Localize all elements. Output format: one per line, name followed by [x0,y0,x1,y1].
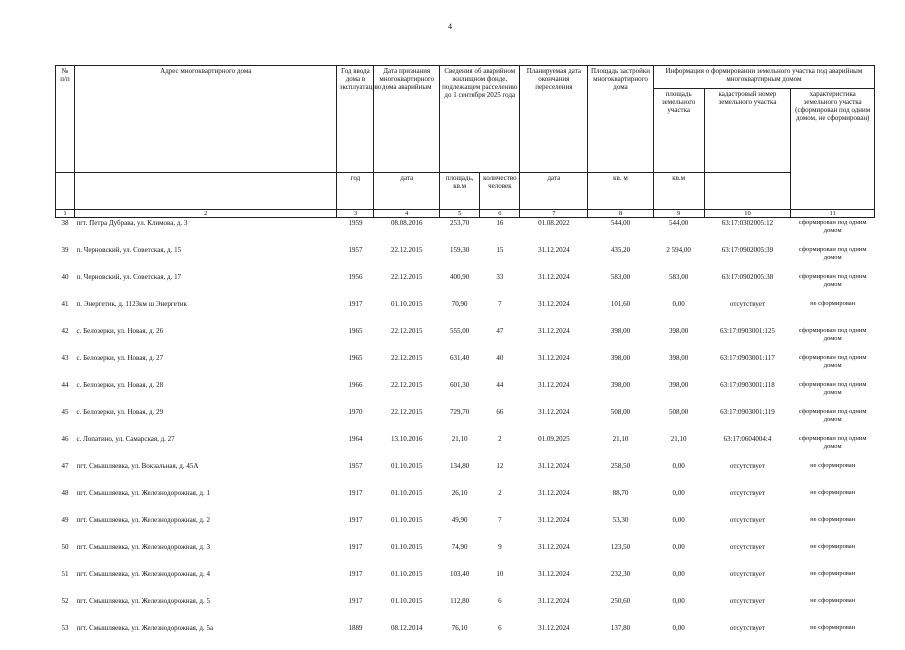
row-year: 1917 [348,597,363,606]
row-characteristic: сформирован под одним домом [798,354,867,369]
column-number: 7 [520,210,588,218]
row-address: с. Белозерки, ул. Новая, д. 27 [76,354,164,363]
row-people: 2 [498,435,502,444]
column-number: 10 [704,210,791,218]
row-building-area: 21,10 [612,435,629,444]
row-address: пгт. Смышляевка, ул. Железнодорожная, д. 3 [76,543,210,552]
header-planned-date: Планируемая дата окончания переселения [520,66,588,173]
row-cadastral-number: 63:17:0903001:125 [720,327,775,336]
row-characteristic: сформирован под одним домом [798,435,867,450]
row-people: 12 [496,462,504,471]
row-building-area: 123,50 [610,543,631,552]
row-land-area: 0,00 [672,570,685,579]
row-recognition-date: 01.10.2015 [391,516,423,525]
row-land-area: 398,00 [669,381,689,390]
row-address: пгт. Смышляевка, ул. Железнодорожная, д. 5 [76,597,210,606]
row-recognition-date: 01.10.2015 [391,570,423,579]
row-land-area: 0,00 [672,543,685,552]
table-row [56,353,875,380]
row-building-area: 232,30 [610,570,631,579]
unit-area: площадь, кв.м [440,173,480,210]
row-characteristic: сформирован под одним домом [798,327,867,342]
row-area: 729,70 [450,408,470,417]
row-building-area: 398,00 [610,327,631,336]
row-number: 46 [61,435,69,444]
column-number: 1 [56,210,75,218]
row-characteristic: сформирован под одним домом [798,246,867,261]
table-row [56,569,875,596]
row-land-area: 0,00 [672,516,685,525]
row-number: 38 [61,219,69,228]
row-building-area: 53,30 [612,516,629,525]
row-year: 1917 [348,489,363,498]
row-year: 1970 [348,408,363,417]
row-address: п. Энергетик, д. 1123км ш Энергетик [76,300,187,309]
row-land-area: 544,00 [669,219,689,228]
row-area: 21,10 [451,435,468,444]
row-number: 43 [61,354,69,363]
row-area: 26,10 [451,489,468,498]
row-year: 1957 [348,462,363,471]
row-address: пгт. Смышляевка, ул. Вокзальная, д. 45А [76,462,199,471]
row-area: 112,80 [450,597,470,606]
row-cadastral-number: отсутствует [729,516,765,525]
row-people: 33 [496,273,504,282]
row-number: 47 [61,462,69,471]
column-numbers-row [56,210,875,218]
row-address: пгт. Смышляевка, ул. Железнодорожная, д. 4 [76,570,210,579]
row-building-area: 88,70 [612,489,629,498]
row-characteristic: не сформирован [810,516,856,524]
row-planned-date: 31.12.2024 [538,543,570,552]
row-cadastral-number: 63:17:0903001:119 [720,408,775,417]
row-cadastral-number: отсутствует [729,543,765,552]
row-year: 1917 [348,516,363,525]
header-recognition-date: Дата признания многоквартирного дома аварийным [374,66,440,173]
row-building-area: 435,20 [610,246,631,255]
row-address: с. Лопатино, ул. Самарская, д. 27 [76,435,175,444]
row-characteristic: не сформирован [810,489,856,497]
row-area: 555,00 [450,327,470,336]
row-planned-date: 31.12.2024 [538,570,570,579]
table-row [56,380,875,407]
row-area: 400,90 [450,273,470,282]
header-cadastral: кадастровый номер земельного участка [704,89,791,173]
row-people: 66 [496,408,504,417]
unit-sqm: кв. м [588,173,654,210]
row-number: 48 [61,489,69,498]
header-address: Адрес многоквартирного дома [75,66,337,173]
row-year: 1965 [348,327,363,336]
row-building-area: 398,00 [610,381,631,390]
table-row [56,488,875,515]
row-people: 7 [498,516,502,525]
row-recognition-date: 08.12.2014 [391,624,423,633]
row-planned-date: 31.12.2024 [538,489,570,498]
row-cadastral-number: 63:17:0604004:4 [723,435,772,444]
row-land-area: 583,00 [669,273,689,282]
column-number: 11 [791,210,875,218]
row-land-area: 0,00 [672,597,685,606]
row-characteristic: не сформирован [810,543,856,551]
row-address: п. Черновский, ул. Советская, д. 15 [76,246,182,255]
row-address: с. Белозерки, ул. Новая, д. 28 [76,381,164,390]
row-planned-date: 01.09.2025 [538,435,570,444]
row-planned-date: 31.12.2024 [538,597,570,606]
header-year: Год ввода дома в эксплуатацию [337,66,374,173]
row-area: 49,90 [451,516,468,525]
header-fund-info: Сведения об аварийном жилищном фонде, подлежащем расселению до 1 сентября 2025 года [440,66,520,173]
row-cadastral-number: 63:17:0902005:39 [721,246,774,255]
table-row [56,542,875,569]
row-building-area: 101,60 [610,300,631,309]
row-recognition-date: 22.12.2015 [391,327,423,336]
row-characteristic: сформирован под одним домом [798,408,867,423]
column-number: 4 [374,210,440,218]
row-building-area: 137,80 [610,624,631,633]
row-year: 1917 [348,543,363,552]
row-address: пгт. Петра Дубрава, ул. Климова, д. 3 [76,219,188,228]
row-area: 74,90 [451,543,468,552]
header-building-area: Площадь застройки многоквартирного дома [588,66,654,173]
table-row [56,272,875,299]
row-planned-date: 31.12.2024 [538,300,570,309]
row-year: 1889 [348,624,363,633]
emergency-housing-table [55,65,875,650]
row-year: 1959 [348,219,363,228]
row-number: 51 [61,570,69,579]
row-address: пгт. Смышляевка, ул. Железнодорожная, д. 1 [76,489,210,498]
row-cadastral-number: отсутствует [729,462,765,471]
row-characteristic: не сформирован [810,597,856,605]
column-number: 3 [337,210,374,218]
column-number: 8 [588,210,654,218]
row-people: 6 [498,624,502,633]
row-number: 53 [61,624,69,633]
row-number: 41 [61,300,69,309]
row-cadastral-number: отсутствует [729,489,765,498]
row-people: 15 [496,246,504,255]
table-body [56,218,875,650]
row-year: 1965 [348,354,363,363]
row-characteristic: не сформирован [810,624,856,632]
row-characteristic: не сформирован [810,300,856,308]
row-recognition-date: 01.10.2015 [391,462,423,471]
row-year: 1966 [348,381,363,390]
table-row [56,326,875,353]
row-area: 134,80 [450,462,470,471]
row-building-area: 544,00 [610,219,631,228]
row-building-area: 508,00 [610,408,631,417]
row-planned-date: 31.12.2024 [538,462,570,471]
table-row [56,434,875,461]
table-row [56,407,875,434]
row-number: 39 [61,246,69,255]
row-planned-date: 31.12.2024 [538,246,570,255]
row-planned-date: 31.12.2024 [538,381,570,390]
row-recognition-date: 22.12.2015 [391,246,423,255]
row-people: 47 [496,327,504,336]
table-row [56,245,875,272]
row-year: 1957 [348,246,363,255]
row-land-area: 508,00 [669,408,689,417]
row-address: с. Белозерки, ул. Новая, д. 29 [76,408,164,417]
row-recognition-date: 22.12.2015 [391,273,423,282]
row-characteristic: сформирован под одним домом [798,273,867,288]
header-land-info: Информация о формировании земельного участка под аварийным многоквартирным домом [653,66,874,89]
row-recognition-date: 22.12.2015 [391,354,423,363]
table-row [56,218,875,246]
row-recognition-date: 13.10.2016 [391,435,423,444]
table-row [56,299,875,326]
row-planned-date: 31.12.2024 [538,408,570,417]
row-land-area: 0,00 [672,489,685,498]
row-people: 2 [498,489,502,498]
row-land-area: 21,10 [670,435,687,444]
row-characteristic: сформирован под одним домом [798,219,867,234]
row-address: п. Черновский, ул. Советская, д. 17 [76,273,182,282]
row-cadastral-number: отсутствует [729,570,765,579]
row-area: 159,30 [450,246,470,255]
row-recognition-date: 22.12.2015 [391,381,423,390]
row-recognition-date: 08.08.2016 [391,219,423,228]
page-number: 4 [448,22,452,31]
row-number: 45 [61,408,69,417]
table-row [56,623,875,650]
row-people: 44 [496,381,504,390]
row-land-area: 0,00 [672,462,685,471]
row-characteristic: сформирован под одним домом [798,381,867,396]
row-cadastral-number: отсутствует [729,300,765,309]
row-year: 1956 [348,273,363,282]
row-area: 253,70 [450,219,470,228]
row-planned-date: 31.12.2024 [538,354,570,363]
unit-date: дата [520,173,588,210]
row-cadastral-number: отсутствует [729,624,765,633]
row-recognition-date: 01.10.2015 [391,300,423,309]
header-characteristic: характеристика земельного участка (сформирован под одним домом, не сформирован) [791,89,875,210]
unit-year: год [337,173,374,210]
row-people: 7 [498,300,502,309]
column-number: 6 [480,210,520,218]
row-building-area: 258,50 [610,462,631,471]
header-num: № п/п [56,66,75,173]
table-row [56,596,875,623]
column-number: 9 [653,210,704,218]
row-number: 40 [61,273,69,282]
unit-date: дата [374,173,440,210]
table-row [56,515,875,542]
row-area: 631,40 [450,354,470,363]
unit-empty [56,173,75,210]
row-land-area: 398,00 [669,354,689,363]
row-planned-date: 31.12.2024 [538,273,570,282]
unit-people: количество человек [480,173,520,210]
row-area: 70,90 [451,300,468,309]
row-number: 49 [61,516,69,525]
row-number: 44 [61,381,69,390]
row-building-area: 583,00 [610,273,631,282]
row-planned-date: 31.12.2024 [538,327,570,336]
row-building-area: 250,60 [610,597,631,606]
row-planned-date: 31.12.2024 [538,516,570,525]
row-people: 9 [498,543,502,552]
row-cadastral-number: 63:17:0903001:118 [720,381,775,390]
row-address: пгт. Смышляевка, ул. Железнодорожная, д. 2 [76,516,210,525]
row-characteristic: не сформирован [810,462,856,470]
row-planned-date: 31.12.2024 [538,624,570,633]
row-land-area: 0,00 [672,624,685,633]
column-number: 5 [440,210,480,218]
row-number: 50 [61,543,69,552]
unit-sqm: кв.м [653,173,704,210]
row-area: 601,30 [450,381,470,390]
header-land-area: площадь земельного участка [653,89,704,173]
row-people: 16 [496,219,504,228]
row-year: 1964 [348,435,363,444]
row-land-area: 0,00 [672,300,685,309]
column-number: 2 [75,210,337,218]
row-characteristic: не сформирован [810,570,856,578]
row-planned-date: 01.08.2022 [538,219,570,228]
row-area: 103,40 [450,570,470,579]
row-address: с. Белозерки, ул. Новая, д. 26 [76,327,164,336]
row-people: 6 [498,597,502,606]
row-year: 1917 [348,570,363,579]
row-building-area: 398,00 [610,354,631,363]
row-recognition-date: 01.10.2015 [391,489,423,498]
row-recognition-date: 01.10.2015 [391,543,423,552]
row-cadastral-number: 63:17:0903001:117 [720,354,775,363]
row-cadastral-number: 63:17:0302005:12 [721,219,774,228]
row-people: 10 [496,570,504,579]
unit-empty [75,173,337,210]
unit-empty [704,173,791,210]
row-cadastral-number: 63:17:0902005:38 [721,273,774,282]
row-year: 1917 [348,300,363,309]
row-area: 76,10 [451,624,468,633]
table-row [56,461,875,488]
row-number: 52 [61,597,69,606]
row-people: 40 [496,354,504,363]
row-address: пгт. Смышляевка, ул. Железнодорожная, д. 5а [76,624,214,633]
row-recognition-date: 01.10.2015 [391,597,423,606]
row-land-area: 2 594,00 [666,246,691,255]
row-recognition-date: 22.12.2015 [391,408,423,417]
row-land-area: 398,00 [669,327,689,336]
row-number: 42 [61,327,69,336]
row-cadastral-number: отсутствует [729,597,765,606]
